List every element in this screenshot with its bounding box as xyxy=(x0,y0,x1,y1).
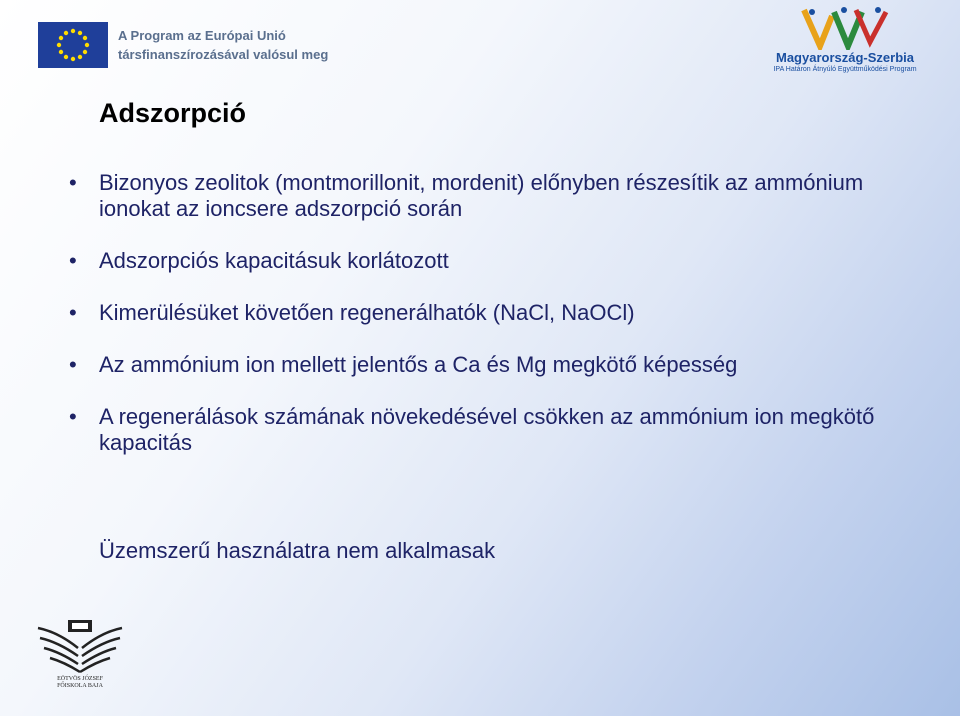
bullet-item: • Adszorpciós kapacitásuk korlátozott xyxy=(99,248,919,274)
hu-serbia-title: Magyarország-Szerbia xyxy=(776,50,914,65)
eu-caption xyxy=(118,26,328,64)
bullet-list xyxy=(99,170,919,482)
bullet-item: • Kimerülésüket követően regenerálhatók (NaCl, NaOCl) xyxy=(99,300,919,326)
hu-serbia-subtitle: IPA Határon Átnyúló Együttműködési Program xyxy=(773,66,917,73)
eu-caption-line2: társfinanszírozásával valósul meg xyxy=(118,47,329,62)
school-name-line2: FŐISKOLA BAJA xyxy=(57,683,103,689)
bullet-item: • Az ammónium ion mellett jelentős a Ca és Mg megkötő képesség xyxy=(99,352,919,378)
bullet-item: • Bizonyos zeolitok (montmorillonit, mordenit) előnyben részesítik az ammónium ionokat az ioncsere adszorpció során xyxy=(99,170,919,222)
bullet-item: • A regenerálások számának növekedésével csökken az ammónium ion megkötő kapacitás xyxy=(99,404,919,456)
school-name-line1: EÖTVÖS JÓZSEF xyxy=(57,676,103,682)
vv-emblem-icon xyxy=(798,6,892,50)
eu-logo xyxy=(38,22,328,68)
eu-caption-line1: A Program az Európai Unió xyxy=(118,28,286,43)
hu-serbia-logo xyxy=(760,6,930,76)
slide-note: Üzemszerű használatra nem alkalmasak xyxy=(99,538,496,563)
school-name xyxy=(34,676,126,690)
eu-flag-icon xyxy=(38,22,108,68)
slide-title: Adszorpció xyxy=(99,98,247,128)
